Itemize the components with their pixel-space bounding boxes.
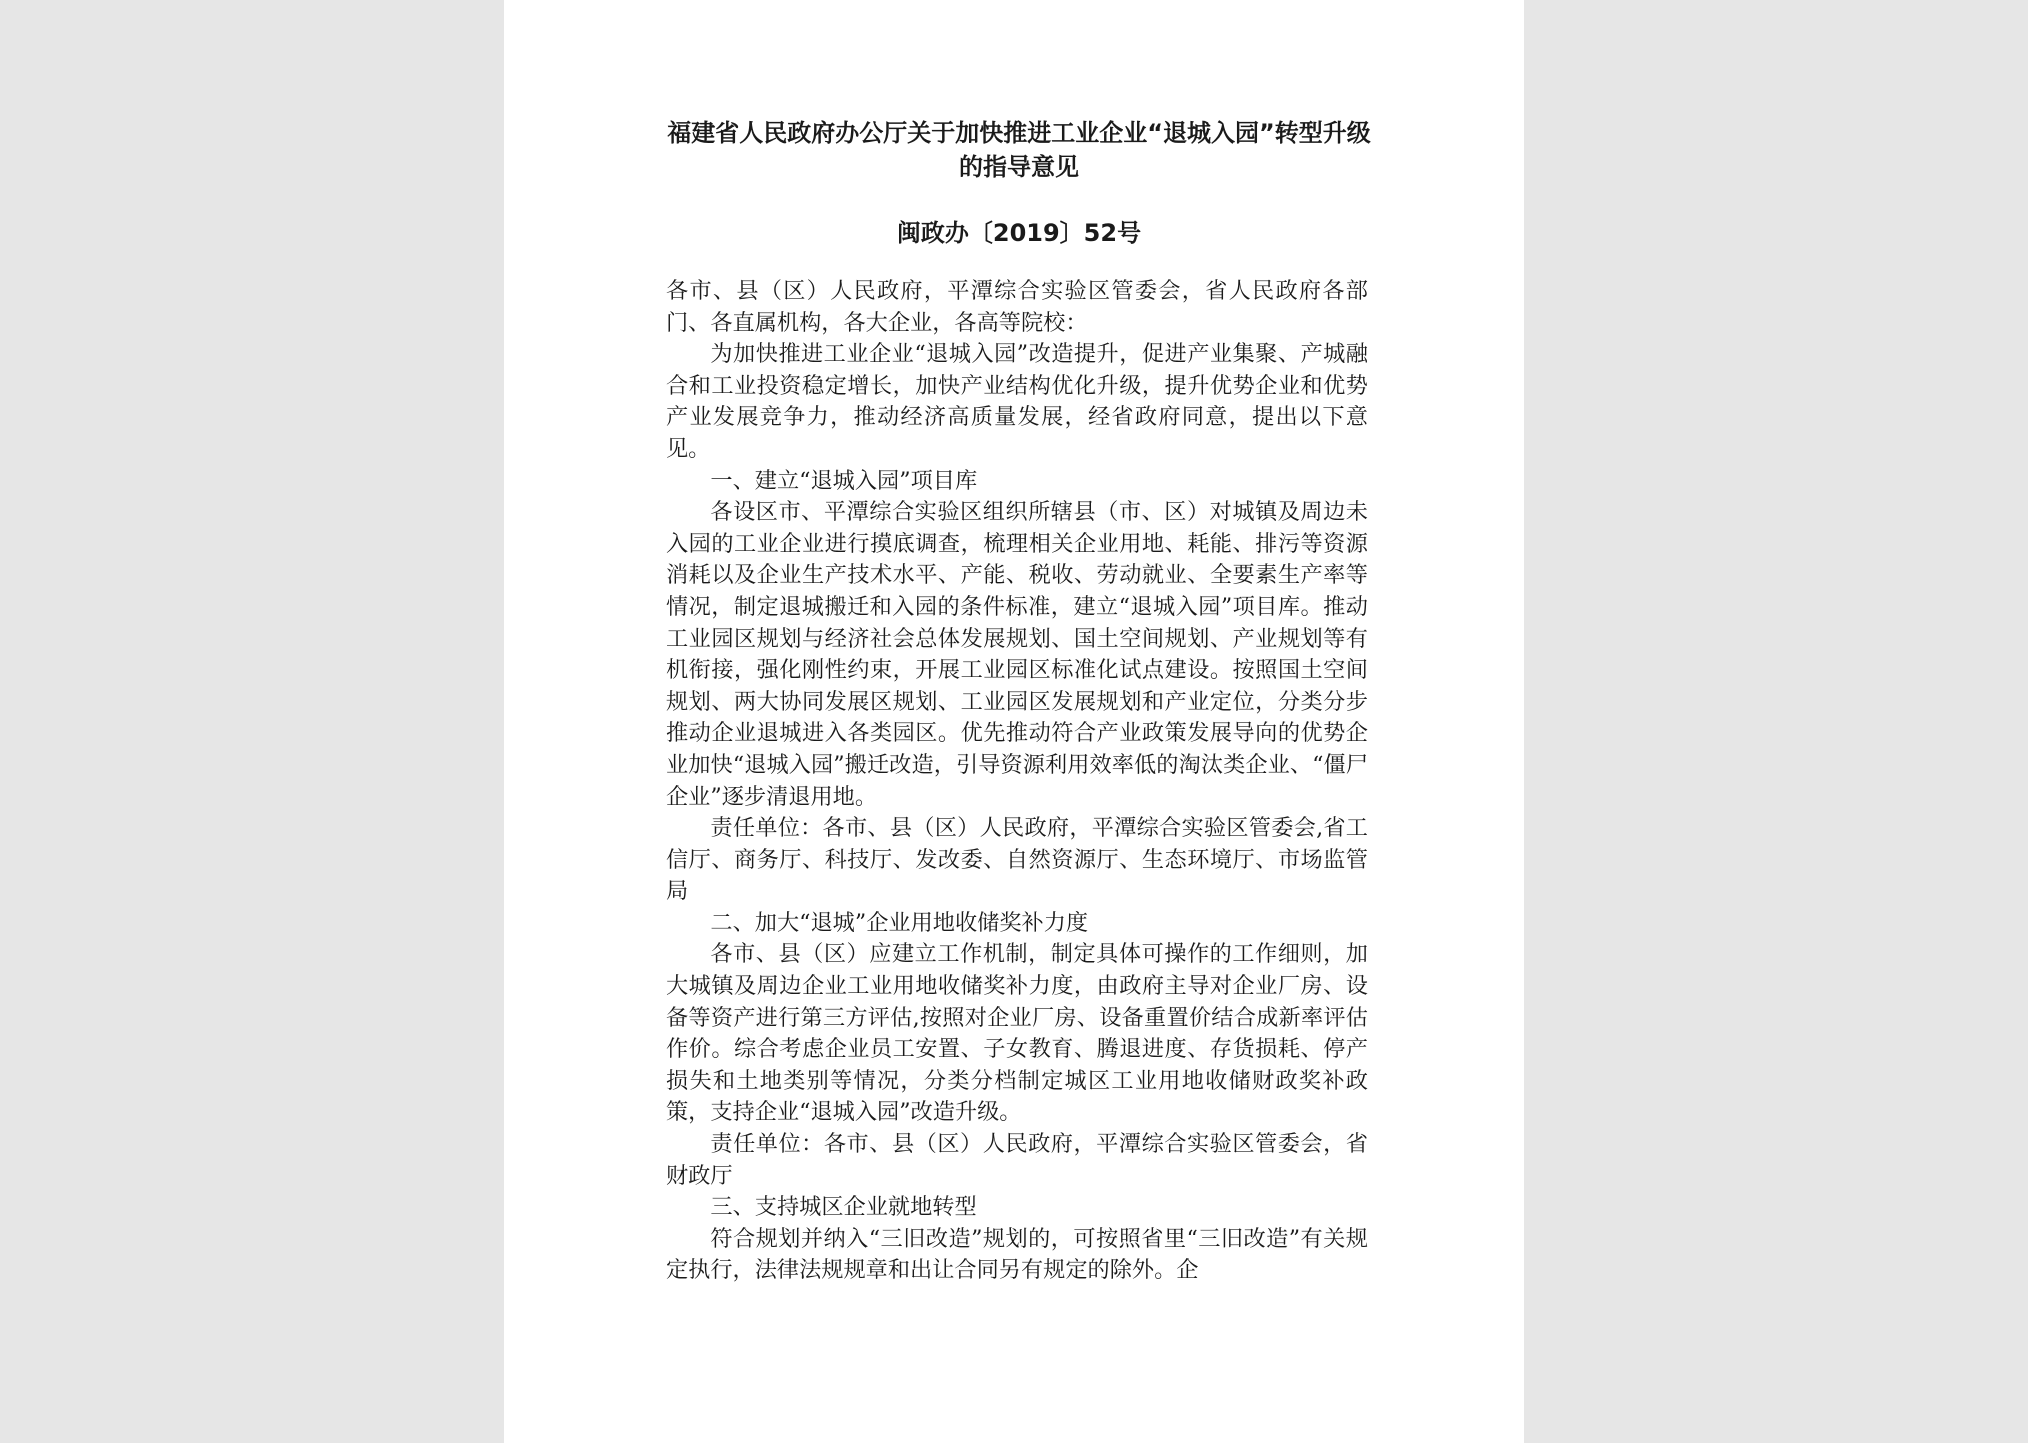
section-heading-2: 二、加大“退城”企业用地收储奖补力度	[710, 909, 1089, 936]
document-number: 闽政办〔2019〕52号	[896, 219, 1142, 247]
section-heading-1: 一、建立“退城入园”项目库	[710, 467, 978, 494]
document-title: 福建省人民政府办公厅关于加快推进工业企业“退城入园”转型升级的指导意见	[667, 119, 1371, 181]
responsible-units-2: 责任单位：各市、县（区）人民政府，平潭综合实验区管委会，省财政厅	[666, 1131, 1368, 1189]
paragraph-intro: 为加快推进工业企业“退城入园”改造提升，促进产业集聚、产城融合和工业投资稳定增长，加快产业结构优化升级，提升优势企业和优势产业发展竞争力，推动经济高质量发展，经省政府同意，提出以下意见。	[666, 341, 1368, 462]
section-heading-3: 三、支持城区企业就地转型	[710, 1194, 977, 1221]
salutation: 各市、县（区）人民政府，平潭综合实验区管委会，省人民政府各部门、各直属机构，各大企业，各高等院校：	[666, 278, 1368, 336]
responsible-units-1: 责任单位：各市、县（区）人民政府，平潭综合实验区管委会,省工信厅、商务厅、科技厅、发改委、自然资源厅、生态环境厅、市场监管局	[666, 815, 1368, 905]
paragraph-section-3: 符合规划并纳入“三旧改造”规划的，可按照省里“三旧改造”有关规定执行，法律法规规章和出让合同另有规定的除外。企	[666, 1225, 1368, 1284]
document-page	[504, 0, 1524, 1443]
viewer-background-right	[1524, 0, 2028, 1443]
document-body	[666, 276, 1368, 1287]
paragraph-section-1: 各设区市、平潭综合实验区组织所辖县（市、区）对城镇及周边未入园的工业企业进行摸底调查，梳理相关企业用地、耗能、排污等资源消耗以及企业生产技术水平、产能、税收、劳动就业、全要素生产率等情况，制定退城搬迁和入园的条件标准，建立“退城入园”项目库。推动工业园区规划与经济社会总体发展规划、国土空间规划、产业规划等有机衔接，强化刚性约束，开展工业园区标准化试点建设。按照国土空间规划、两大协同发展区规划、工业园区发展规划和产业定位，分类分步推动企业退城进入各类园区。优先推动符合产业政策发展导向的优势企业加快“退城入园”搬迁改造，引导资源利用效率低的淘汰类企业、“僵尸企业”逐步清退用地。	[666, 499, 1368, 810]
paragraph-section-2: 各市、县（区）应建立工作机制，制定具体可操作的工作细则，加大城镇及周边企业工业用地收储奖补力度，由政府主导对企业厂房、设备等资产进行第三方评估,按照对企业厂房、设备重置价结合成新率评估作价。综合考虑企业员工安置、子女教育、腾退进度、存货损耗、停产损失和土地类别等情况，分类分档制定城区工业用地收储财政奖补政策，支持企业“退城入园”改造升级。	[666, 941, 1368, 1126]
viewer-background-left	[0, 0, 504, 1443]
